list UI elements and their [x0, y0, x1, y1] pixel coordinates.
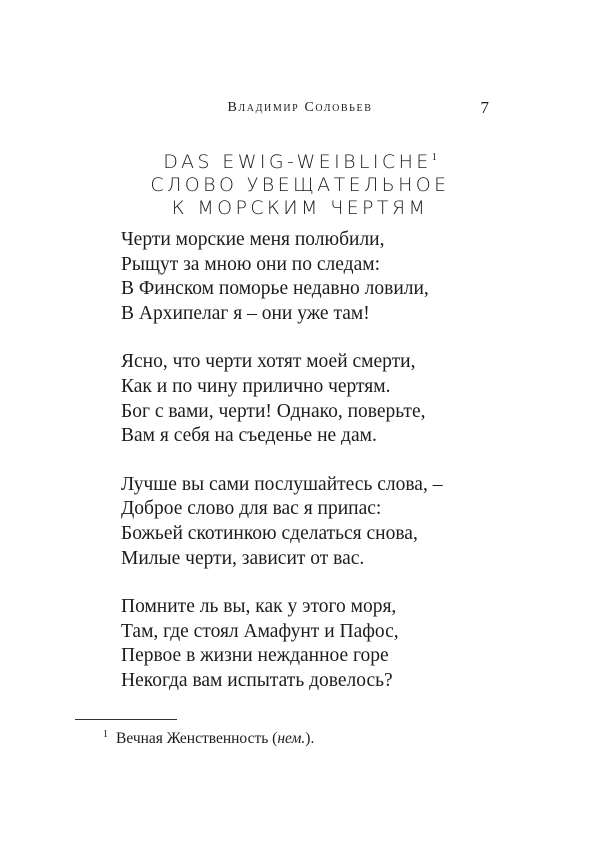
verse-line: В Финском поморье недавно ловили,: [121, 278, 429, 300]
verse-line: В Архипелаг я – они уже там!: [121, 302, 370, 324]
footnote-divider: [75, 719, 177, 720]
footnote-marker: 1: [103, 729, 108, 740]
verse-line: Доброе слово для вас я припас:: [121, 498, 382, 520]
stanza: [121, 473, 521, 571]
title-line-2: СЛОВО УВЕЩАТЕЛЬНОЕ: [150, 174, 450, 196]
verse-line: Первое в жизни нежданное горе: [121, 645, 389, 667]
verse-line: Помните ль вы, как у этого моря,: [121, 596, 397, 618]
verse-line: Милые черти, зависит от вас.: [121, 547, 365, 569]
verse-line: Некогда вам испытать довелось?: [121, 669, 393, 691]
verse-line: Там, где стоял Амафунт и Пафос,: [121, 620, 399, 642]
running-header: [0, 98, 600, 122]
verse-line: Как и по чину прилично чертям.: [121, 375, 391, 397]
stanza: [121, 350, 521, 448]
title-line-1-text: DAS EWIG-WEIBLICHE: [163, 151, 432, 173]
footnote: [103, 729, 314, 748]
footnote-emphasis: нем.: [277, 730, 306, 747]
title-line-1: [0, 146, 600, 174]
verse-line: Ясно, что черти хотят моей смерти,: [121, 351, 416, 373]
verse-line: Черти морские меня полюбили,: [121, 229, 385, 250]
stanza: [121, 228, 521, 326]
verse-line: Лучше вы сами послушайтесь слова, –: [121, 473, 443, 495]
verse-line: Вам я себя на съеденье не дам.: [121, 425, 377, 447]
author-name: Владимир Соловьев: [227, 100, 373, 115]
verse-line: Божьей скотинкою сделаться снова,: [121, 522, 418, 544]
title-footnote-marker: 1: [431, 152, 437, 163]
verse-line: Рыщут за мною они по следам:: [121, 253, 380, 275]
page-number: 7: [480, 98, 489, 117]
verse-line: Бог с вами, черти! Однако, поверьте,: [121, 400, 426, 422]
poem-body: [121, 228, 521, 694]
footnote-text: Вечная Женственность (: [116, 730, 278, 747]
poem-title: [0, 146, 600, 220]
stanza: [121, 595, 521, 693]
title-line-3: К МОРСКИМ ЧЕРТЯМ: [171, 197, 429, 219]
footnote-closing: ).: [305, 730, 315, 747]
